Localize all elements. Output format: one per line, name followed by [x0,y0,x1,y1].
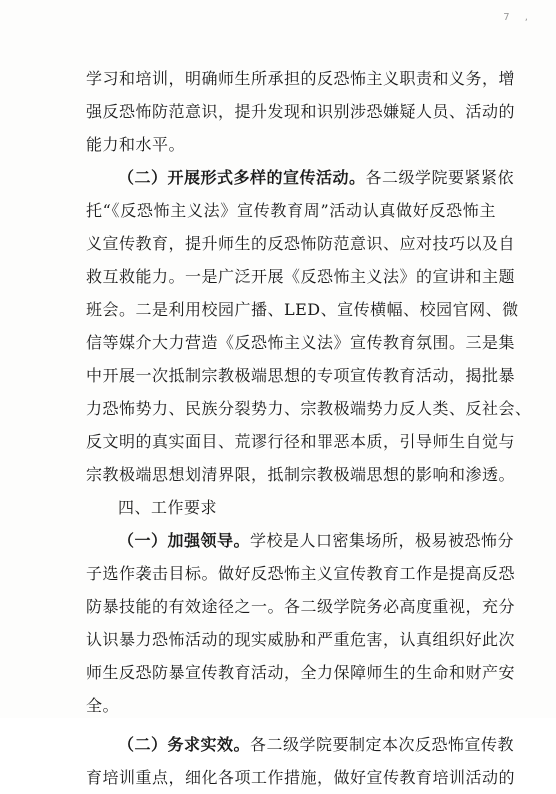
text-line: 力恐怖势力、民族分裂势力、宗教极端势力反人类、反社会、 [86,399,532,418]
document-body [86,62,532,794]
paragraph-heading: （一）加强领导。 [118,531,251,550]
text-line: 认识暴力恐怖活动的现实威胁和严重危害，认真组织好此次 [86,630,516,649]
paragraph-text: 各二级学院要紧紧依 [365,168,515,187]
text-line: 义宣传教育，提升师生的反恐怖防范意识、应对技巧以及自 [86,234,516,253]
text-line: 育培训重点，细化各项工作措施，做好宣传教育培训活动的 [86,768,516,787]
paragraph-strengthen-leadership [86,524,516,722]
paragraph-heading: （二）务求实效。 [118,735,251,754]
text-line: 师生反恐防暴宣传教育活动，全力保障师生的生命和财产安 [86,663,516,682]
text-line [86,161,515,194]
text-line: 班会。二是利用校园广播、LED、宣传横幅、校园官网、微 [86,300,519,319]
text-line: 中开展一次抵制宗教极端思想的专项宣传教育活动，揭批暴 [86,366,516,385]
text-line: 宗教极端思想划清界限，抵制宗教极端思想的影响和渗透。 [86,465,516,484]
paragraph-training [86,62,516,161]
text-line: 救互救能力。一是广泛开展《反恐怖主义法》的宣讲和主题 [86,267,516,286]
paragraph-text: 各二级学院要制定本次反恐怖宣传教 [250,735,515,754]
text-line: 能力和水平。 [86,135,186,154]
text-line: 强反恐怖防范意识，提升发现和识别涉恐嫌疑人员、活动的 [86,102,516,121]
paragraph-heading: （二）开展形式多样的宣传活动。 [118,168,366,187]
paragraph-practical-results [86,728,516,794]
text-line [86,728,515,761]
page-corner-mark: 7 , [503,12,534,23]
text-line [86,524,515,557]
text-line: 信等媒介大力营造《反恐怖主义法》宣传教育氛围。三是集 [86,333,516,352]
paragraph-publicity-activities [86,161,532,491]
text-line: 全。 [86,696,120,715]
paragraph-text: 学校是人口密集场所，极易被恐怖分 [250,531,515,550]
section-title: 四、工作要求 [118,498,218,517]
text-line: 学习和培训，明确师生所承担的反恐怖主义职责和义务，增 [86,69,516,88]
text-line: 反文明的真实面目、荒谬行径和罪恶本质，引导师生自觉与 [86,432,516,451]
text-line: 子选作袭击目标。做好反恐怖主义宣传教育工作是提高反恐 [86,564,516,583]
text-line: 托“《反恐怖主义法》宣传教育周”活动认真做好反恐怖主 [86,201,496,220]
text-line: 防暴技能的有效途径之一。各二级学院务必高度重视，充分 [86,597,516,616]
